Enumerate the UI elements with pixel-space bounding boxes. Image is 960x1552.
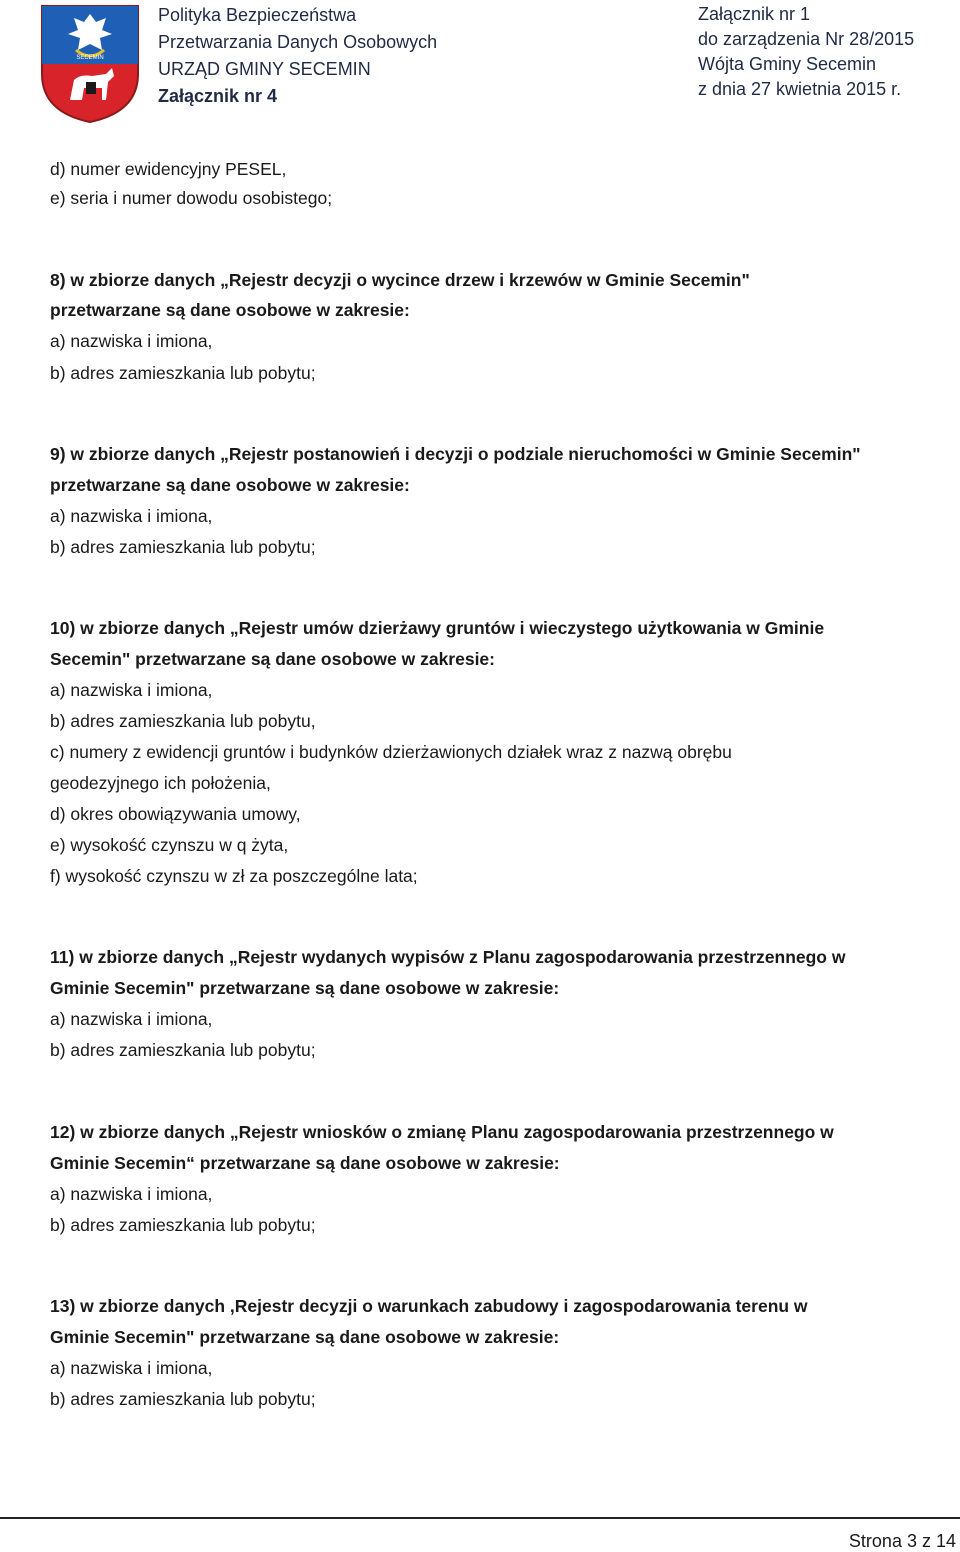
header-line: Przetwarzania Danych Osobowych [158, 32, 438, 52]
body-line: f) wysokość czynszu w zł za poszczególne lata; [50, 866, 418, 886]
section-heading: 10) w zbiorze danych „Rejestr umów dzierżawy gruntów i wieczystego użytkowania w Gminie [50, 618, 825, 638]
body-line: b) adres zamieszkania lub pobytu; [50, 1215, 316, 1235]
body-line: b) adres zamieszkania lub pobytu, [50, 711, 316, 731]
section-heading: Gminie Secemin" przetwarzane są dane osobowe w zakresie: [50, 1327, 560, 1347]
header-attachment-title: Załącznik nr 4 [158, 86, 278, 106]
section-heading: 13) w zbiorze danych ,Rejestr decyzji o warunkach zabudowy i zagospodarowania terenu w [50, 1296, 808, 1316]
body-line: a) nazwiska i imiona, [50, 1184, 213, 1204]
body-line: a) nazwiska i imiona, [50, 1358, 213, 1378]
body-line: d) numer ewidencyjny PESEL, [50, 159, 287, 179]
body-line: a) nazwiska i imiona, [50, 1009, 213, 1029]
section-heading: Gminie Secemin“ przetwarzane są dane osobowe w zakresie: [50, 1153, 560, 1173]
header-line: Wójta Gminy Secemin [698, 54, 877, 74]
body-line: d) okres obowiązywania umowy, [50, 804, 301, 824]
document-header-left [158, 2, 437, 110]
body-line: e) seria i numer dowodu osobistego; [50, 188, 333, 208]
header-line: Polityka Bezpieczeństwa [158, 5, 357, 25]
document-header-right [698, 2, 914, 102]
footer-divider [0, 1517, 960, 1519]
header-line: do zarządzenia Nr 28/2015 [698, 29, 915, 49]
section-heading: 11) w zbiorze danych „Rejestr wydanych wypisów z Planu zagospodarowania przestrzennego w [50, 947, 846, 967]
svg-text:SECEMIN: SECEMIN [76, 55, 104, 61]
section-heading: przetwarzane są dane osobowe w zakresie: [50, 300, 410, 320]
section-heading: 12) w zbiorze danych „Rejestr wniosków o zmianę Planu zagospodarowania przestrzennego w [50, 1122, 834, 1142]
section-heading: Gminie Secemin" przetwarzane są dane osobowe w zakresie: [50, 978, 560, 998]
body-line: a) nazwiska i imiona, [50, 680, 213, 700]
section-heading: 8) w zbiorze danych „Rejestr decyzji o wycince drzew i krzewów w Gminie Secemin" [50, 270, 750, 290]
body-line: geodezyjnego ich położenia, [50, 773, 271, 793]
section-heading: Secemin" przetwarzane są dane osobowe w zakresie: [50, 649, 495, 669]
body-line: b) adres zamieszkania lub pobytu; [50, 537, 316, 557]
body-line: a) nazwiska i imiona, [50, 331, 213, 351]
section-heading: 9) w zbiorze danych „Rejestr postanowień i decyzji o podziale nieruchomości w Gminie Secemin" [50, 444, 861, 464]
header-line: z dnia 27 kwietnia 2015 r. [698, 79, 902, 99]
coat-of-arms-logo [40, 4, 140, 124]
body-line: e) wysokość czynszu w q żyta, [50, 835, 289, 855]
section-heading: przetwarzane są dane osobowe w zakresie: [50, 475, 410, 495]
header-line: URZĄD GMINY SECEMIN [158, 59, 371, 79]
body-line: c) numery z ewidencji gruntów i budynków dzierżawionych działek wraz z nazwą obrębu [50, 742, 732, 762]
body-line: b) adres zamieszkania lub pobytu; [50, 1040, 316, 1060]
header-line: Załącznik nr 1 [698, 4, 811, 24]
body-line: a) nazwiska i imiona, [50, 506, 213, 526]
page-number: Strona 3 z 14 [848, 1531, 956, 1551]
body-line: b) adres zamieszkania lub pobytu; [50, 363, 316, 383]
body-line: b) adres zamieszkania lub pobytu; [50, 1389, 316, 1409]
